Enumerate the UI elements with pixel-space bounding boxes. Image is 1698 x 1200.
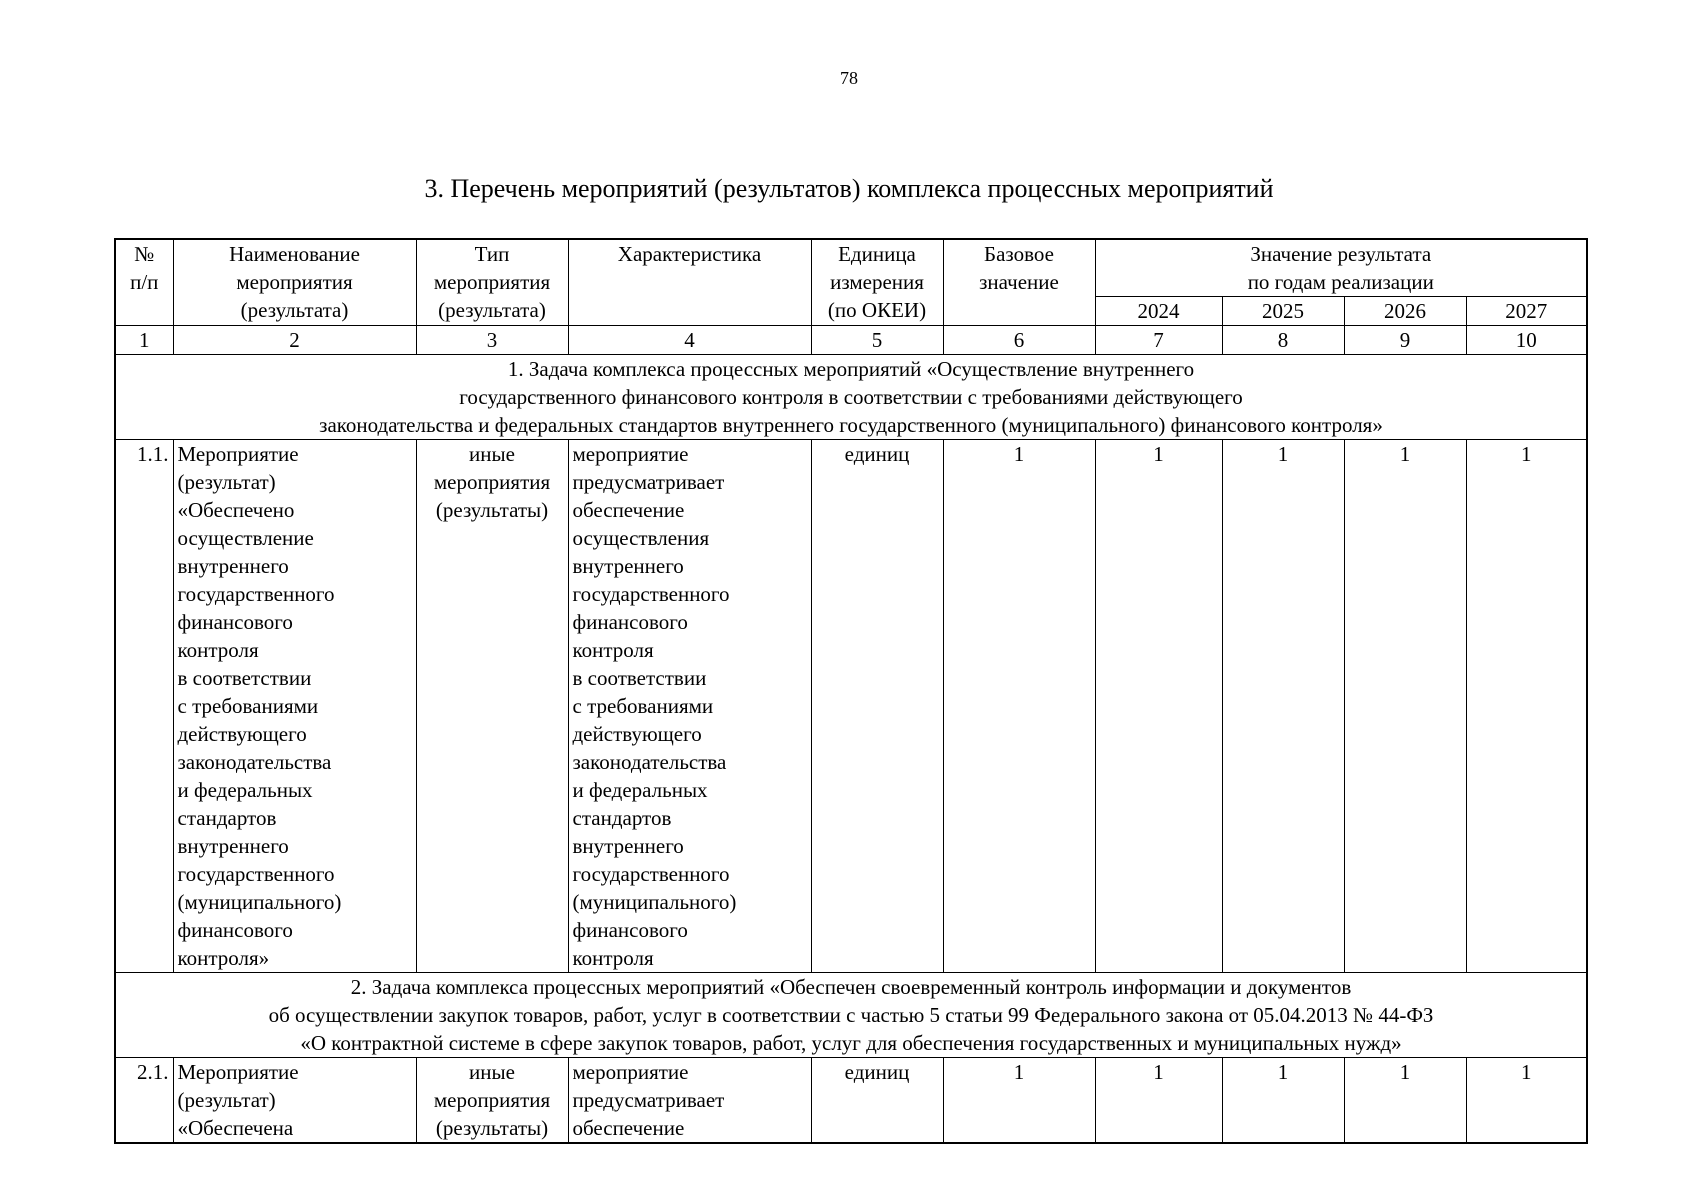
value-2026: 1: [1344, 440, 1466, 973]
text-line: Базовое: [984, 242, 1054, 266]
row-number: 1.1.: [115, 440, 173, 973]
text-line: по годам реализации: [1247, 270, 1434, 294]
text-line: (по ОКЕИ): [827, 298, 927, 322]
text-line: внутреннего: [572, 554, 684, 578]
text-line: государственного: [572, 862, 730, 886]
text-line: стандартов: [177, 806, 277, 830]
text-line: «Обеспечена: [177, 1116, 294, 1140]
measure-name: [173, 1058, 416, 1144]
text-line: «Обеспечено: [177, 498, 295, 522]
document-title: 3. Перечень мероприятий (результатов) комплекса процессных мероприятий: [424, 174, 1274, 203]
text-line: и федеральных: [177, 778, 313, 802]
column-number-row: [115, 326, 1587, 355]
text-line: и федеральных: [572, 778, 708, 802]
header-type: [416, 239, 568, 326]
text-line: осуществление: [177, 526, 314, 550]
measure-characteristic: [568, 440, 811, 973]
value-2027: 1: [1466, 440, 1587, 973]
text-line: мероприятия: [433, 470, 551, 494]
unit-cell: единиц: [811, 1058, 943, 1144]
text-line: контроля: [572, 946, 654, 970]
measures-table: [114, 238, 1588, 1144]
column-number: 10: [1466, 326, 1587, 355]
text-line: (результат): [177, 470, 276, 494]
text-line: государственного: [177, 582, 335, 606]
column-number: 9: [1344, 326, 1466, 355]
text-line: (результаты): [435, 498, 549, 522]
column-number: 4: [568, 326, 811, 355]
column-number: 5: [811, 326, 943, 355]
table-row: [115, 1058, 1587, 1144]
text-line: в соответствии: [177, 666, 312, 690]
text-line: финансового: [177, 610, 293, 634]
text-line: Наименование: [229, 242, 360, 266]
header-year: 2025: [1222, 297, 1344, 326]
header-row: [115, 239, 1587, 297]
header-year: 2027: [1466, 297, 1587, 326]
header-values-group: [1095, 239, 1587, 297]
text-line: финансового: [572, 610, 688, 634]
text-line: финансового: [177, 918, 293, 942]
text-line: Мероприятие: [177, 1060, 299, 1084]
text-line: внутреннего: [177, 834, 289, 858]
text-line: измерения: [830, 270, 924, 294]
text-line: Тип: [474, 242, 510, 266]
text-line: (муниципального): [177, 890, 342, 914]
text-line: обеспечение: [572, 1116, 685, 1140]
value-2027: 1: [1466, 1058, 1587, 1144]
row-number: 2.1.: [115, 1058, 173, 1144]
text-line: стандартов: [572, 806, 672, 830]
text-line: Значение результата: [1250, 242, 1432, 266]
text-line: в соответствии: [572, 666, 707, 690]
task-row: [115, 973, 1587, 1058]
base-value-cell: 1: [943, 1058, 1095, 1144]
measure-characteristic: [568, 1058, 811, 1144]
task-heading: [115, 973, 1587, 1058]
text-line: об осуществлении закупок товаров, работ, услуг в соответствии с частью 5 статьи 99 Федерального закона от 05.04.2013 № 44-ФЗ: [268, 1003, 1434, 1027]
text-line: (результата): [240, 298, 349, 322]
column-number: 1: [115, 326, 173, 355]
column-number: 3: [416, 326, 568, 355]
value-2025: 1: [1222, 440, 1344, 973]
text-line: (результаты): [435, 1116, 549, 1140]
text-line: Характеристика: [617, 242, 762, 266]
text-line: законодательства: [572, 750, 727, 774]
text-line: значение: [979, 270, 1059, 294]
text-line: №: [134, 242, 155, 266]
text-line: предусматривает: [572, 1088, 725, 1112]
text-line: действующего: [177, 722, 307, 746]
value-2024: 1: [1095, 1058, 1222, 1144]
text-line: мероприятие: [572, 442, 689, 466]
header-year: 2024: [1095, 297, 1222, 326]
value-2026: 1: [1344, 1058, 1466, 1144]
measure-type: [416, 1058, 568, 1144]
text-line: (муниципального): [572, 890, 737, 914]
header-base-value: [943, 239, 1095, 326]
text-line: контроля: [177, 638, 259, 662]
value-2024: 1: [1095, 440, 1222, 973]
text-line: законодательства: [177, 750, 332, 774]
text-line: осуществления: [572, 526, 710, 550]
text-line: обеспечение: [572, 498, 685, 522]
text-line: законодательства и федеральных стандартов внутреннего государственного (муниципального) финансового контроля»: [319, 413, 1383, 437]
text-line: п/п: [130, 270, 159, 294]
column-number: 2: [173, 326, 416, 355]
text-line: (результат): [177, 1088, 276, 1112]
base-value-cell: 1: [943, 440, 1095, 973]
text-line: государственного финансового контроля в соответствии с требованиями действующего: [459, 385, 1243, 409]
text-line: Мероприятие: [177, 442, 299, 466]
column-number: 8: [1222, 326, 1344, 355]
text-line: мероприятия: [236, 270, 353, 294]
text-line: предусматривает: [572, 470, 725, 494]
measure-type: [416, 440, 568, 973]
text-line: внутреннего: [177, 554, 289, 578]
text-line: 1. Задача комплекса процессных мероприятий «Осуществление внутреннего: [507, 357, 1195, 381]
text-line: иные: [469, 442, 515, 466]
text-line: мероприятия: [433, 270, 551, 294]
text-line: внутреннего: [572, 834, 684, 858]
text-line: «О контрактной системе в сфере закупок товаров, работ, услуг для обеспечения государственных и муниципальных нужд»: [300, 1031, 1402, 1055]
text-line: (результата): [438, 298, 546, 322]
header-year: 2026: [1344, 297, 1466, 326]
text-line: Единица: [838, 242, 916, 266]
unit-cell: единиц: [811, 440, 943, 973]
text-line: с требованиями: [177, 694, 319, 718]
page-number: 78: [840, 68, 858, 88]
column-number: 6: [943, 326, 1095, 355]
header-name: [173, 239, 416, 326]
header-unit: [811, 239, 943, 326]
header-characteristic: [568, 239, 811, 326]
text-line: действующего: [572, 722, 702, 746]
text-line: мероприятия: [433, 1088, 551, 1112]
column-number: 7: [1095, 326, 1222, 355]
text-line: государственного: [177, 862, 335, 886]
text-line: иные: [469, 1060, 515, 1084]
header-num: [115, 239, 173, 326]
text-line: с требованиями: [572, 694, 714, 718]
text-line: финансового: [572, 918, 688, 942]
task-heading: [115, 355, 1587, 440]
text-line: государственного: [572, 582, 730, 606]
value-2025: 1: [1222, 1058, 1344, 1144]
table-row: [115, 440, 1587, 973]
text-line: 2. Задача комплекса процессных мероприятий «Обеспечен своевременный контроль информации и документов: [350, 975, 1352, 999]
measure-name: [173, 440, 416, 973]
text-line: контроля: [572, 638, 654, 662]
task-row: [115, 355, 1587, 440]
text-line: контроля»: [177, 946, 270, 970]
text-line: мероприятие: [572, 1060, 689, 1084]
